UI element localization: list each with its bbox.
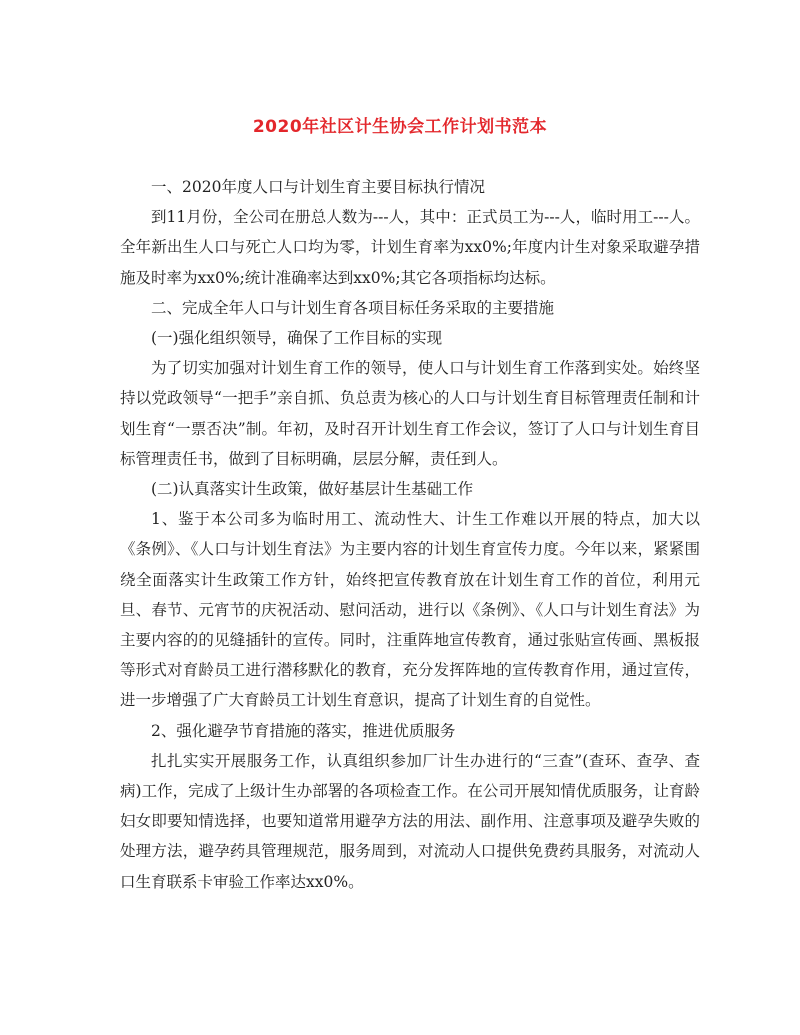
section-heading-1: 一、2020年度人口与计划生育主要目标执行情况: [151, 178, 485, 196]
list-item-heading-2: 2、强化避孕节育措施的落实，推进优质服务: [151, 721, 456, 740]
section-heading-2: 二、完成全年人口与计划生育各项目标任务采取的主要措施: [151, 298, 555, 317]
document-title: 2020年社区计生协会工作计划书范本: [252, 117, 548, 137]
body-paragraph-1: 到11月份，全公司在册总人数为---人，其中：正式员工为---人，临时用工---人。全年新出生人口与死亡人口均为零，计划生育率为xx0%;年度内计生对象采取避孕措施及时率为xx0%;统计准确率达到xx0%;其它各项指标均达标。: [120, 208, 700, 287]
document-body: [120, 172, 700, 897]
subsection-heading-1: (一)强化组织领导，确保了工作目标的实现: [151, 329, 443, 348]
body-paragraph-3: 1、鉴于本公司多为临时用工、流动性大、计生工作难以开展的特点，加大以《条例》、《人口与计划生育法》为主要内容的计划生育宣传力度。今年以来，紧紧围绕全面落实计生政策工作方针，始终把宣传教育放在计划生育工作的首位，利用元旦、春节、元宵节的庆祝活动、慰问活动，进行以《条例》、《人口与计划生育法》为主要内容的的见缝插针的宣传。同时，注重阵地宣传教育，通过张贴宣传画、黑板报等形式对育龄员工进行潜移默化的教育，充分发挥阵地的宣传教育作用，通过宣传，进一步增强了广大育龄员工计划生育意识，提高了计划生育的自觉性。: [120, 510, 700, 710]
subsection-heading-2: (二)认真落实计生政策，做好基层计生基础工作: [151, 480, 474, 499]
body-paragraph-4: 扎扎实实开展服务工作，认真组织参加厂计生办进行的“三查”(查环、查孕、查病)工作，完成了上级计生办部署的各项检查工作。在公司开展知情优质服务，让育龄妇女即要知情选择，也要知道常用避孕方法的用法、副作用、注意事项及避孕失败的处理方法，避孕药具管理规范，服务周到，对流动人口提供免费药具服务，对流动人口生育联系卡审验工作率达xx0%。: [120, 751, 700, 891]
body-paragraph-2: 为了切实加强对计划生育工作的领导，使人口与计划生育工作落到实处。始终坚持以党政领导“一把手”亲自抓、负总责为核心的人口与计划生育目标管理责任制和计划生育“一票否决”制。年初，及时召开计划生育工作会议，签订了人口与计划生育目标管理责任书，做到了目标明确，层层分解，责任到人。: [120, 359, 700, 468]
